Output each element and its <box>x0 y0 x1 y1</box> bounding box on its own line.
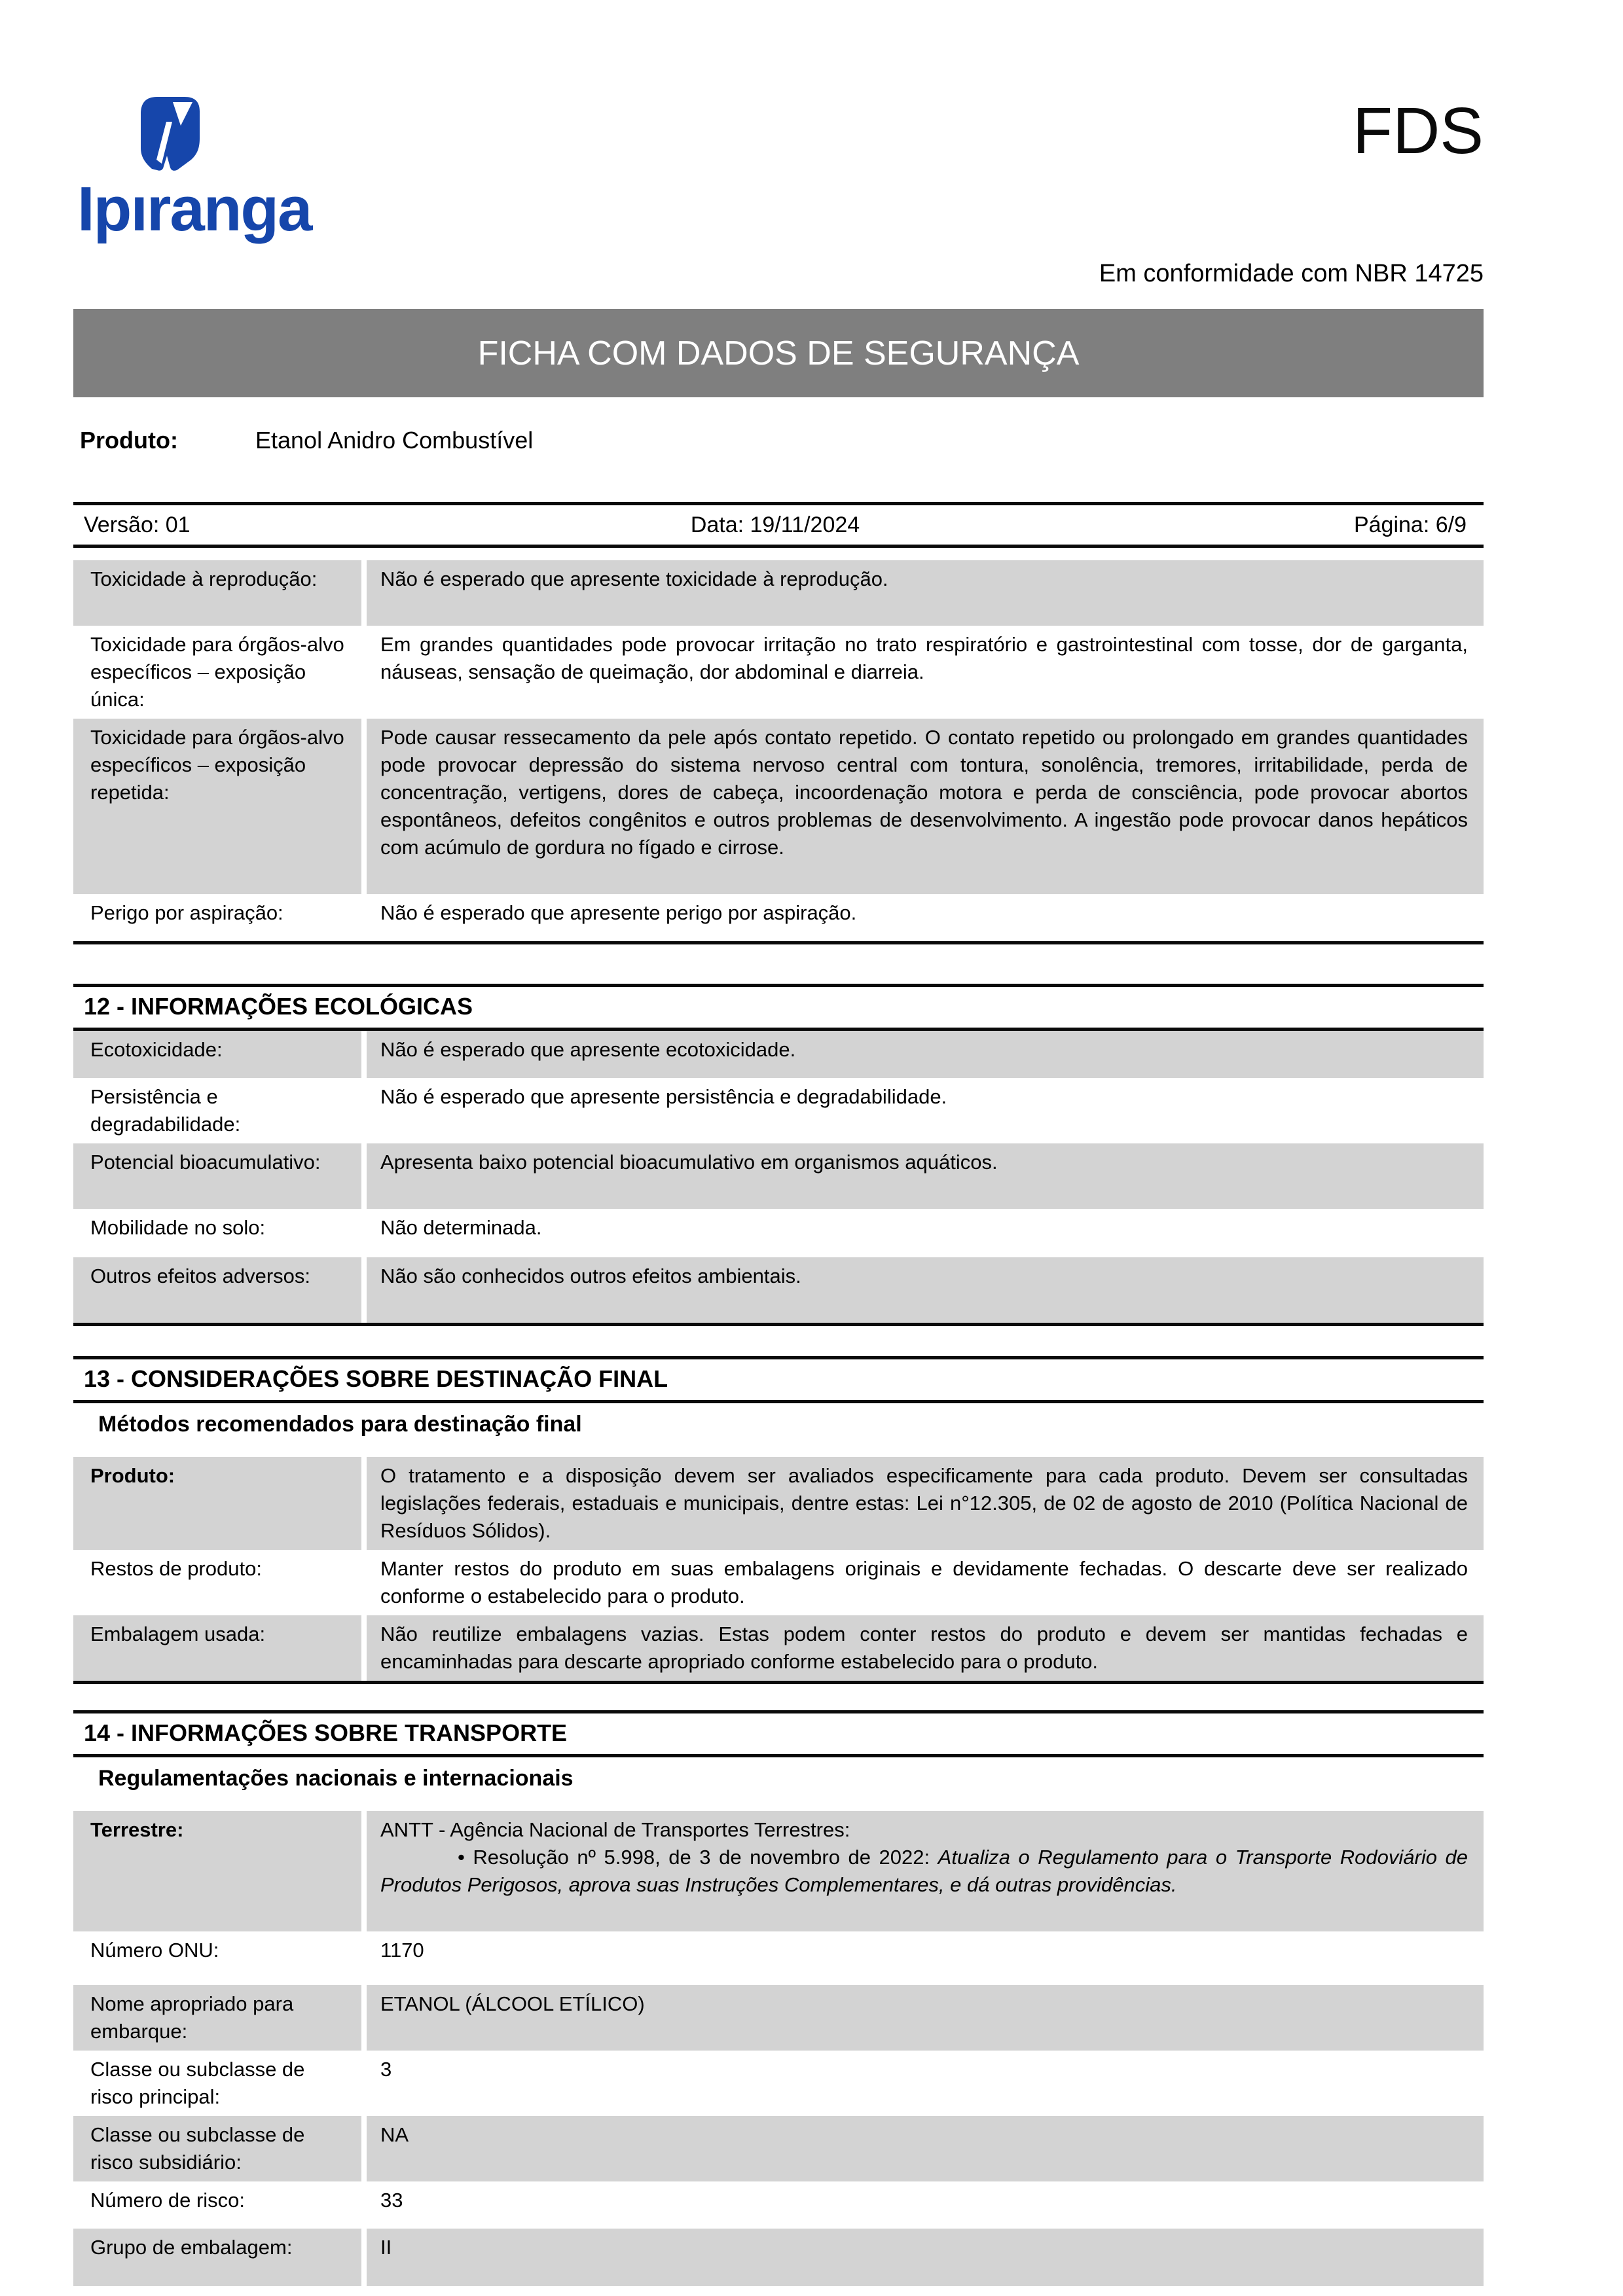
table-row <box>73 1031 1484 1078</box>
terrestre-resolution <box>380 1844 1468 1899</box>
column-divider <box>361 1031 367 1078</box>
section-14-header: 14 - INFORMAÇÕES SOBRE TRANSPORTE <box>73 1710 1484 1757</box>
doc-type-label: FDS <box>1353 94 1484 168</box>
column-divider <box>361 1257 367 1323</box>
row-label: Ecotoxicidade: <box>73 1031 361 1078</box>
column-divider <box>361 1143 367 1209</box>
column-divider <box>361 560 367 626</box>
row-label: Toxicidade para órgãos-alvo específicos – exposição repetida: <box>73 719 361 894</box>
row-label: Restos de produto: <box>90 1557 262 1580</box>
spacer <box>73 1443 1484 1457</box>
row-value: Não determinada. <box>380 1216 542 1239</box>
table-row <box>73 1985 1484 2051</box>
column-divider <box>361 2229 367 2286</box>
date-label: Data: 19/11/2024 <box>690 512 860 537</box>
resolution-title: Atualiza o Regulamento para o Transporte Rodoviário de Produtos Perigosos, aprova suas Instruções Complementares, e dá outras providências. <box>380 1846 1468 1896</box>
section-13-header: 13 - CONSIDERAÇÕES SOBRE DESTINAÇÃO FINAL <box>73 1356 1484 1403</box>
product-label: Produto: <box>80 427 178 454</box>
row-label: Persistência e degradabilidade: <box>90 1085 241 1136</box>
table-row <box>73 1457 1484 1550</box>
column-divider <box>361 1457 367 1550</box>
terrestre-line1: ANTT - Agência Nacional de Transportes Terrestres: <box>380 1818 850 1841</box>
row-label: Classe ou subclasse de risco subsidiário: <box>73 2116 361 2181</box>
row-label: Produto: <box>73 1457 361 1550</box>
spacer <box>73 932 1484 941</box>
table-row <box>73 626 1484 719</box>
row-label: Mobilidade no solo: <box>90 1216 266 1239</box>
row-label: Número ONU: <box>90 1939 219 1962</box>
table-row <box>73 560 1484 626</box>
table-row <box>73 2116 1484 2181</box>
ipiranga-logo-icon <box>137 96 203 171</box>
row-value: Em grandes quantidades pode provocar irritação no trato respiratório e gastrointestinal com tosse, dor de garganta, náuseas, sensação de queimação, dor abdominal e diarreia. <box>380 633 1468 683</box>
product-line <box>73 427 1484 454</box>
table-row <box>73 1550 1484 1615</box>
column-divider <box>361 626 367 719</box>
table-row <box>73 1615 1484 1681</box>
row-value: 33 <box>380 2189 403 2212</box>
column-divider <box>361 2181 367 2219</box>
spacer <box>73 944 1484 984</box>
version-label: Versão: 01 <box>84 512 191 537</box>
spacer <box>73 1326 1484 1356</box>
column-divider <box>361 1985 367 2051</box>
row-value: 1170 <box>380 1939 424 1962</box>
row-label: Terrestre: <box>73 1811 361 1931</box>
row-value: NA <box>367 2116 1484 2181</box>
row-value: Não é esperado que apresente ecotoxicidade. <box>367 1031 1484 1078</box>
row-label: Potencial bioacumulativo: <box>73 1143 361 1209</box>
row-value: Pode causar ressecamento da pele após contato repetido. O contato repetido ou prolongado em grandes quantidades pode provocar depressão do sistema nervoso central com tontura, sonolência, tremores, irritabilidade, perda de concentração, vertigens, dores de cabeça, incoordenação motora e perda de consciência, pode provocar abortos espontâneos, defeitos congênitos e outros problemas de desenvolvimento. A ingestão pode provocar danos hepáticos com acúmulo de gordura no fígado e cirrose. <box>367 719 1484 894</box>
column-divider <box>361 1615 367 1681</box>
row-value: Não é esperado que apresente toxicidade à reprodução. <box>367 560 1484 626</box>
product-value: Etanol Anidro Combustível <box>255 427 534 454</box>
table-row <box>73 894 1484 932</box>
table-row <box>73 2181 1484 2219</box>
row-value: Manter restos do produto em suas embalagens originais e devidamente fechadas. O descarte deve ser realizado conforme o estabelecido para o produto. <box>380 1557 1468 1607</box>
column-divider <box>361 2051 367 2116</box>
row-value: Não reutilize embalagens vazias. Estas podem conter restos do produto e devem ser mantidas fechadas e encaminhadas para descarte apropriado conforme estabelecido para o produto. <box>367 1615 1484 1681</box>
spacer <box>73 1684 1484 1710</box>
row-label: Nome apropriado para embarque: <box>73 1985 361 2051</box>
table-row <box>73 1811 1484 1931</box>
row-value: II <box>367 2229 1484 2286</box>
column-divider <box>361 1811 367 1931</box>
row-label: Perigo por aspiração: <box>90 901 283 924</box>
spacer <box>73 1797 1484 1811</box>
nbr-compliance-note: Em conformidade com NBR 14725 <box>1099 260 1484 287</box>
document-body <box>73 560 1484 2286</box>
version-bar <box>73 502 1484 548</box>
row-value: ETANOL (ÁLCOOL ETÍLICO) <box>367 1985 1484 2051</box>
table-row <box>73 2051 1484 2116</box>
row-label: Toxicidade para órgãos-alvo específicos – exposição única: <box>90 633 344 711</box>
resolution-lead: • Resolução nº 5.998, de 3 de novembro de 2022: <box>458 1846 938 1869</box>
row-value <box>367 1811 1484 1931</box>
table-row <box>73 1257 1484 1323</box>
page-title-bar <box>73 309 1484 397</box>
column-divider <box>361 1931 367 1980</box>
row-label: Classe ou subclasse de risco principal: <box>90 2058 305 2108</box>
section-13-subtitle: Métodos recomendados para destinação final <box>98 1412 582 1437</box>
row-label: Embalagem usada: <box>73 1615 361 1681</box>
table-row <box>73 719 1484 894</box>
table-row <box>73 1209 1484 1247</box>
column-divider <box>361 1550 367 1615</box>
column-divider <box>361 1078 367 1143</box>
row-label: Número de risco: <box>90 2189 246 2212</box>
row-label: Grupo de embalagem: <box>73 2229 361 2286</box>
table-row <box>73 1078 1484 1143</box>
column-divider <box>361 719 367 894</box>
row-label: Outros efeitos adversos: <box>73 1257 361 1323</box>
row-value: Não é esperado que apresente perigo por aspiração. <box>380 901 857 924</box>
row-label: Toxicidade à reprodução: <box>73 560 361 626</box>
row-value: O tratamento e a disposição devem ser avaliados especificamente para cada produto. Devem ser consultadas legislações federais, estaduais e municipais, dentre estas: Lei n°12.305, de 02 de agosto de 2010 (Política Nacional de Resíduos Sólidos). <box>367 1457 1484 1550</box>
row-value: Não são conhecidos outros efeitos ambientais. <box>367 1257 1484 1323</box>
column-divider <box>361 1209 367 1247</box>
table-row <box>73 1143 1484 1209</box>
column-divider <box>361 2116 367 2181</box>
page-number: Página: 6/9 <box>1353 512 1467 537</box>
table-row <box>73 2229 1484 2286</box>
column-divider <box>361 894 367 932</box>
page-title: FICHA COM DADOS DE SEGURANÇA <box>477 334 1080 372</box>
section-14-subtitle: Regulamentações nacionais e internacionais <box>98 1766 574 1791</box>
row-value: Não é esperado que apresente persistência e degradabilidade. <box>380 1085 947 1108</box>
brand-wordmark: Ipıranga <box>77 174 312 244</box>
row-value: Apresenta baixo potencial bioacumulativo em organismos aquáticos. <box>367 1143 1484 1209</box>
section-12-header: 12 - INFORMAÇÕES ECOLÓGICAS <box>73 984 1484 1031</box>
table-row <box>73 1931 1484 1980</box>
row-value: 3 <box>380 2058 392 2081</box>
